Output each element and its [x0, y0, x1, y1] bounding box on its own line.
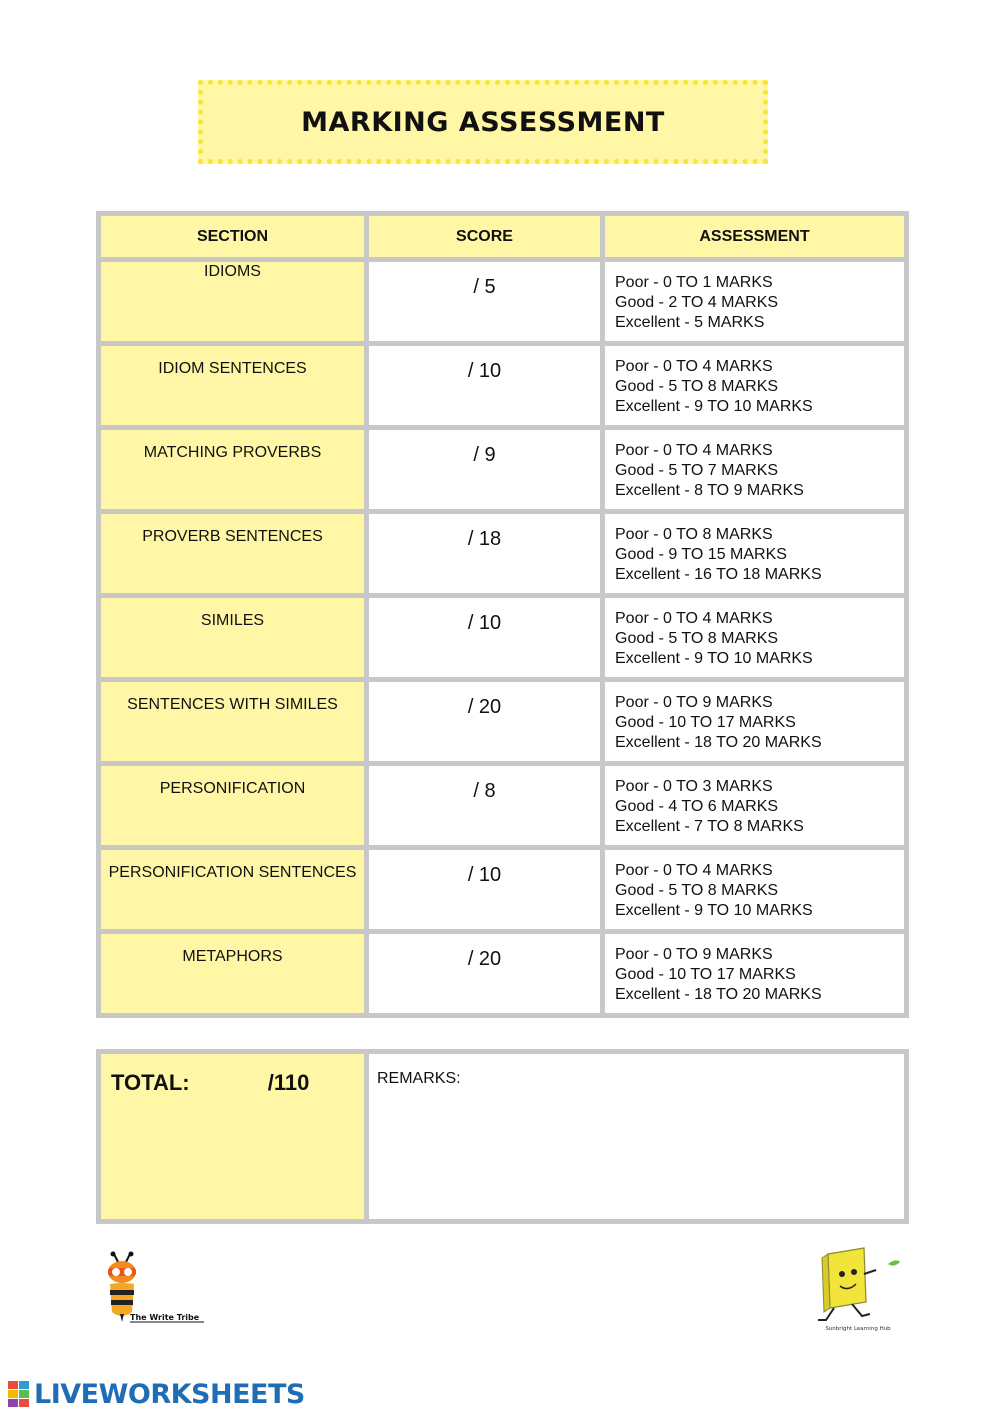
table-row [99, 596, 907, 680]
liveworksheets-blocks-icon [8, 1381, 30, 1407]
section-cell: METAPHORS [99, 932, 367, 1016]
bee-icon [108, 1252, 136, 1323]
assessment-cell [603, 932, 907, 1016]
header-section: SECTION [99, 214, 367, 260]
write-tribe-caption: The Write Tribe [130, 1313, 200, 1322]
running-book-icon [818, 1248, 900, 1320]
remarks-cell[interactable] [367, 1052, 907, 1222]
score-cell[interactable]: / 10 [367, 344, 603, 428]
total-table [96, 1049, 909, 1224]
assessment-line: Good - 10 TO 17 MARKS [615, 714, 796, 731]
score-cell[interactable]: / 5 [367, 260, 603, 344]
table-header-row [99, 214, 907, 260]
total-label: TOTAL: [111, 1070, 190, 1095]
assessment-line: Poor - 0 TO 4 MARKS [615, 358, 773, 375]
assessment-line: Excellent - 9 TO 10 MARKS [615, 902, 813, 919]
assessment-line: Good - 5 TO 8 MARKS [615, 378, 779, 395]
learning-hub-caption: Sunbright Learning Hub [825, 1326, 891, 1332]
assessment-line: Excellent - 9 TO 10 MARKS [615, 650, 813, 667]
assessment-line: Good - 10 TO 17 MARKS [615, 966, 796, 983]
table-row [99, 680, 907, 764]
section-cell: SENTENCES WITH SIMILES [99, 680, 367, 764]
header-score: SCORE [367, 214, 603, 260]
assessment-line: Excellent - 9 TO 10 MARKS [615, 398, 813, 415]
assessment-line: Good - 2 TO 4 MARKS [615, 294, 779, 311]
table-row [99, 344, 907, 428]
score-cell[interactable]: / 18 [367, 512, 603, 596]
assessment-cell [603, 848, 907, 932]
marking-table [96, 211, 909, 1018]
remarks-label: REMARKS: [377, 1070, 461, 1087]
assessment-line: Poor - 0 TO 3 MARKS [615, 778, 773, 795]
title-banner [198, 80, 768, 164]
section-cell: IDIOMS [99, 260, 367, 344]
total-max: /110 [267, 1070, 310, 1095]
assessment-line: Excellent - 7 TO 8 MARKS [615, 818, 804, 835]
section-cell: PROVERB SENTENCES [99, 512, 367, 596]
assessment-cell [603, 596, 907, 680]
table-row [99, 428, 907, 512]
assessment-line: Good - 5 TO 7 MARKS [615, 462, 779, 479]
section-cell: PERSONIFICATION SENTENCES [99, 848, 367, 932]
score-cell[interactable]: / 10 [367, 596, 603, 680]
table-row [99, 764, 907, 848]
assessment-line: Excellent - 18 TO 20 MARKS [615, 734, 822, 751]
score-cell[interactable]: / 20 [367, 680, 603, 764]
assessment-line: Poor - 0 TO 4 MARKS [615, 610, 773, 627]
table-row [99, 848, 907, 932]
assessment-line: Excellent - 16 TO 18 MARKS [615, 566, 822, 583]
total-cell[interactable] [99, 1052, 367, 1222]
table-row [99, 932, 907, 1016]
table-row [99, 260, 907, 344]
learning-hub-logo [808, 1244, 908, 1342]
assessment-line: Good - 4 TO 6 MARKS [615, 798, 779, 815]
assessment-line: Poor - 0 TO 1 MARKS [615, 274, 773, 291]
score-cell[interactable]: / 9 [367, 428, 603, 512]
assessment-cell [603, 764, 907, 848]
section-cell: MATCHING PROVERBS [99, 428, 367, 512]
table-row [99, 512, 907, 596]
assessment-line: Good - 9 TO 15 MARKS [615, 546, 787, 563]
assessment-cell [603, 428, 907, 512]
assessment-cell [603, 680, 907, 764]
assessment-cell [603, 344, 907, 428]
score-cell[interactable]: / 20 [367, 932, 603, 1016]
score-cell[interactable]: / 8 [367, 764, 603, 848]
assessment-line: Poor - 0 TO 9 MARKS [615, 946, 773, 963]
section-cell: PERSONIFICATION [99, 764, 367, 848]
assessment-line: Excellent - 18 TO 20 MARKS [615, 986, 822, 1003]
assessment-line: Poor - 0 TO 4 MARKS [615, 442, 773, 459]
assessment-line: Excellent - 8 TO 9 MARKS [615, 482, 804, 499]
score-cell[interactable]: / 10 [367, 848, 603, 932]
header-assessment: ASSESSMENT [603, 214, 907, 260]
assessment-cell [603, 512, 907, 596]
liveworksheets-brand[interactable] [8, 1378, 305, 1410]
assessment-line: Poor - 0 TO 4 MARKS [615, 862, 773, 879]
assessment-cell [603, 260, 907, 344]
assessment-line: Good - 5 TO 8 MARKS [615, 630, 779, 647]
assessment-line: Poor - 0 TO 8 MARKS [615, 526, 773, 543]
assessment-line: Good - 5 TO 8 MARKS [615, 882, 779, 899]
page-title: MARKING ASSESSMENT [301, 106, 665, 138]
assessment-line: Excellent - 5 MARKS [615, 314, 765, 331]
section-cell: SIMILES [99, 596, 367, 680]
write-tribe-logo [100, 1250, 210, 1325]
section-cell: IDIOM SENTENCES [99, 344, 367, 428]
assessment-line: Poor - 0 TO 9 MARKS [615, 694, 773, 711]
liveworksheets-wordmark: LIVEWORKSHEETS [34, 1378, 305, 1410]
